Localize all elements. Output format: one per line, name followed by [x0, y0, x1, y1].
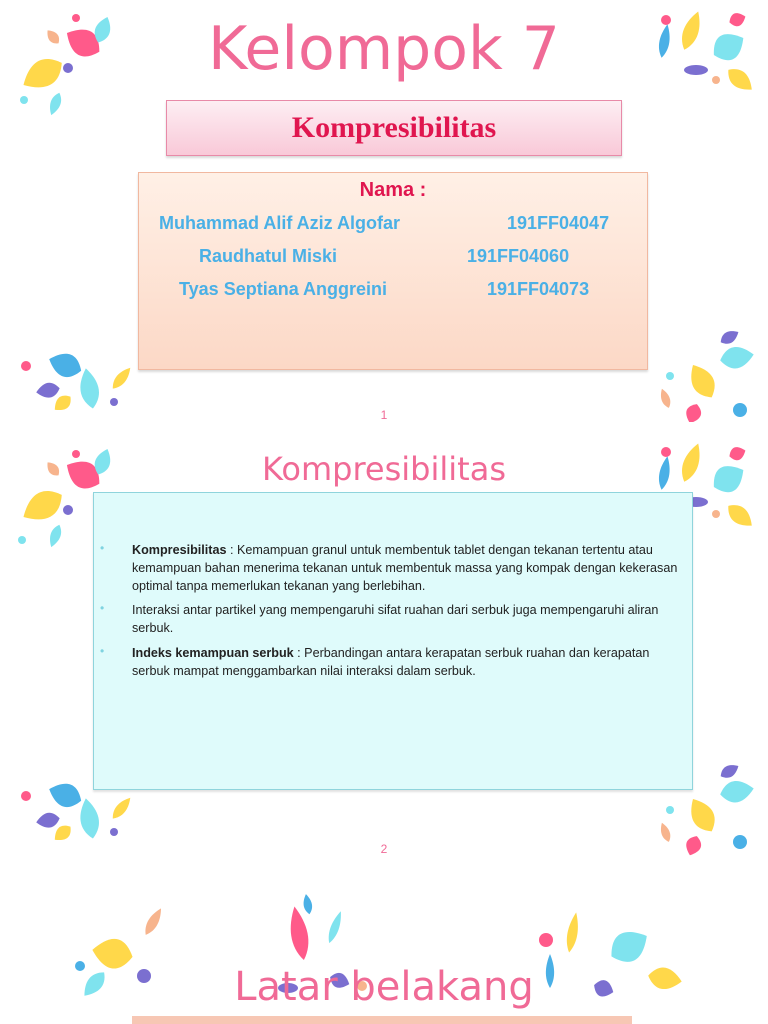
slide-title: Kelompok 7	[208, 14, 560, 84]
bullet-text: : Kemampuan granul untuk membentuk tablet dengan tekanan tertentu atau kemampuan bahan menerima tekanan untuk membentuk massa yang kompak dengan kekerasan optimal tanpa memerlukan tekanan yang berlebihan.	[132, 543, 678, 593]
member-name: Raudhatul Miski	[199, 246, 338, 266]
slide-1	[0, 0, 768, 430]
member-name: Muhammad Alif Aziz Algofar	[159, 213, 401, 233]
bullet-marker-icon: •	[100, 541, 105, 555]
bullet-item	[100, 601, 682, 637]
member-nim: 191FF04073	[487, 279, 590, 299]
page-number: 1	[380, 408, 388, 422]
bullet-marker-icon: •	[100, 601, 105, 615]
bullet-term: Kompresibilitas	[132, 543, 227, 557]
splash-decoration-mid-left	[10, 770, 140, 850]
content-box-top-edge	[132, 1016, 632, 1024]
subtitle-banner	[166, 100, 622, 156]
slide-2	[0, 430, 768, 860]
slide-title: Latar belakang	[234, 964, 534, 1010]
bullet-marker-icon: •	[100, 644, 105, 658]
bullet-item	[100, 644, 682, 680]
nama-label: Nama :	[359, 179, 427, 201]
member-nim: 191FF04047	[507, 213, 610, 233]
splash-decoration-mid-right	[654, 322, 764, 422]
bullet-term: Indeks kemampuan serbuk	[132, 646, 294, 660]
content-box	[93, 492, 693, 790]
slide-3	[0, 860, 768, 1024]
member-name: Tyas Septiana Anggreini	[179, 279, 388, 299]
page-number: 2	[380, 842, 388, 856]
bullet-item	[100, 541, 682, 595]
bullet-text: Interaksi antar partikel yang mempengaruhi sifat ruahan dari serbuk juga mempengaruhi aliran serbuk.	[132, 603, 659, 635]
bullet-text: : Perbandingan antara kerapatan serbuk ruahan dan kerapatan serbuk mampat menggambarkan nilai interaksi dalam serbuk.	[132, 646, 650, 678]
member-nim: 191FF04060	[467, 246, 570, 266]
subtitle-text: Kompresibilitas	[291, 111, 497, 144]
slide-title: Kompresibilitas	[262, 450, 506, 488]
members-box	[138, 172, 648, 370]
splash-decoration-mid-right	[654, 756, 764, 856]
